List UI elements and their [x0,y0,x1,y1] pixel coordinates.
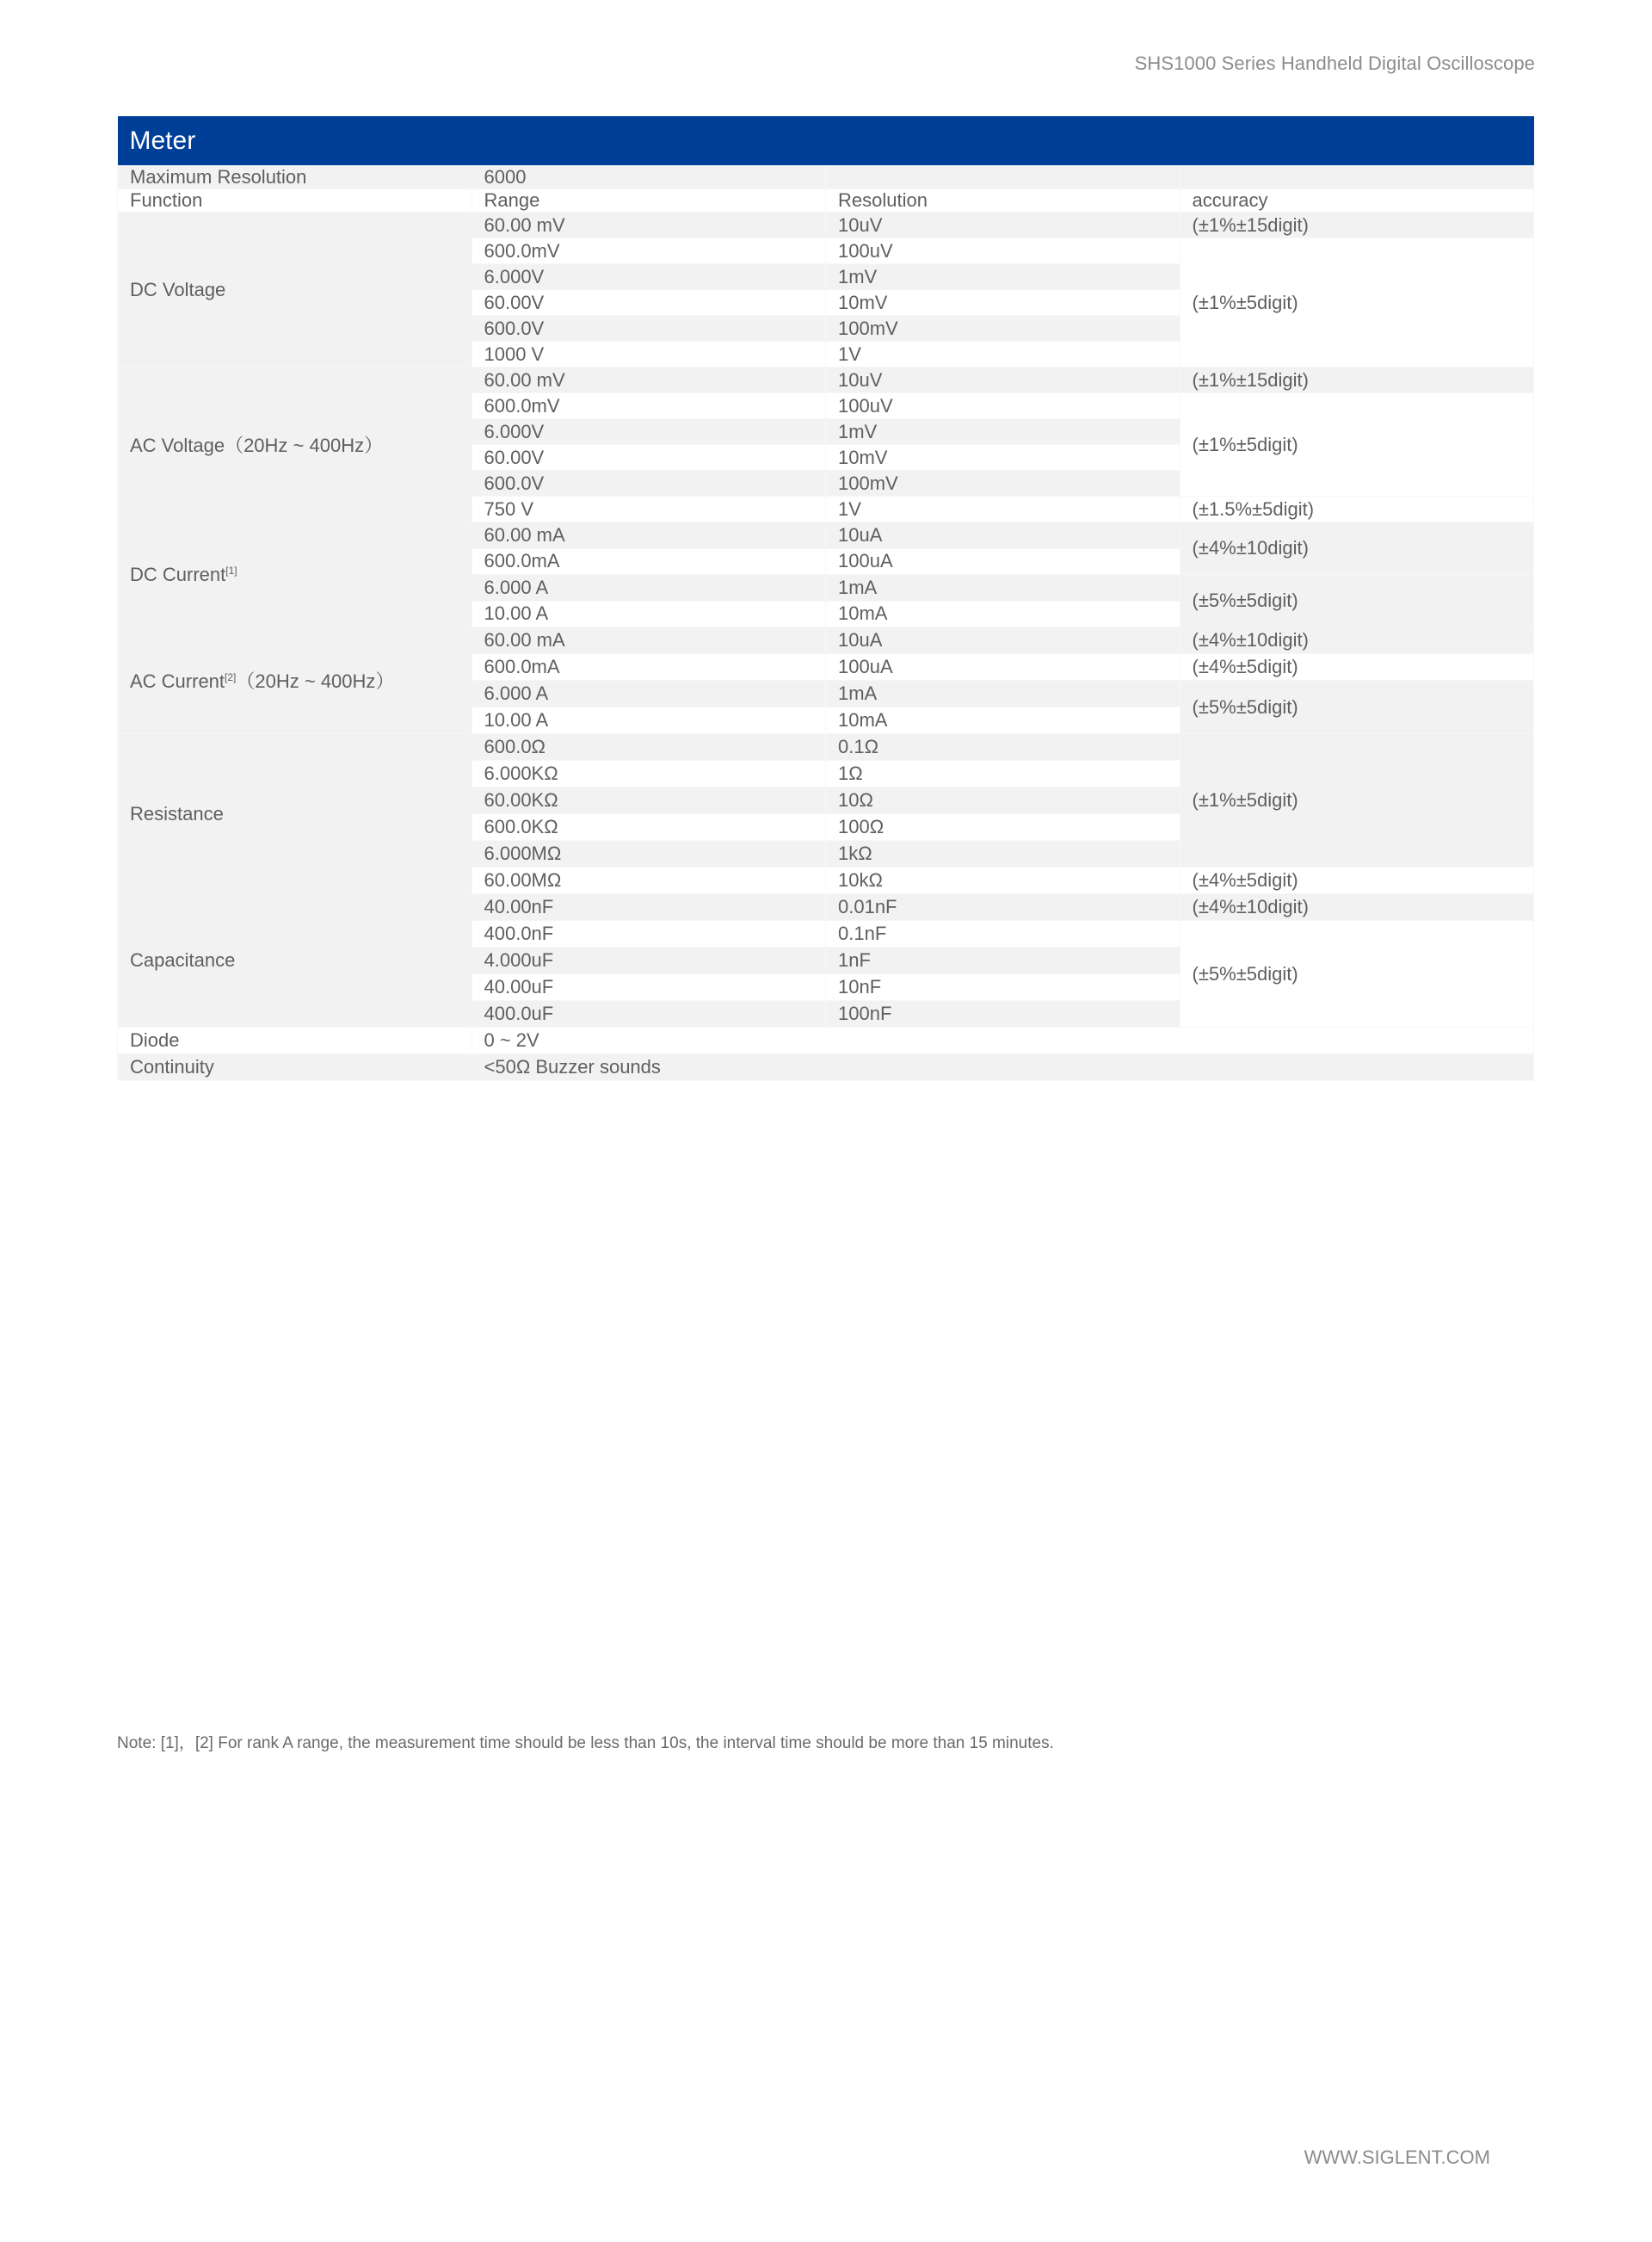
accuracy-cell: (±4%±10digit) [1180,522,1534,575]
range-cell: 60.00V [472,445,826,471]
range-cell: 600.0mV [472,238,826,264]
column-header-accuracy: accuracy [1180,189,1534,213]
resolution-cell: 1mA [826,681,1180,707]
resolution-cell: 10kΩ [826,868,1180,894]
accuracy-cell: (±5%±5digit) [1180,681,1534,734]
resolution-cell: 1nF [826,948,1180,974]
continuity-label: Continuity [118,1054,472,1081]
resolution-cell: 10mA [826,707,1180,734]
empty-cell [1180,166,1534,189]
accuracy-cell: (±1%±15digit) [1180,367,1534,393]
function-label: AC Voltage（20Hz ~ 400Hz） [130,435,384,456]
function-cell [118,894,472,1028]
range-cell: 600.0KΩ [472,814,826,841]
accuracy-cell: (±4%±10digit) [1180,894,1534,921]
empty-cell [826,166,1180,189]
function-label: DC Voltage [130,278,226,300]
resolution-cell: 10mV [826,445,1180,471]
resolution-cell: 0.1nF [826,921,1180,948]
range-cell: 6.000 A [472,681,826,707]
function-label: Resistance [130,802,224,825]
range-cell: 40.00uF [472,974,826,1001]
column-header-function: Function [118,189,472,213]
range-cell: 1000 V [472,342,826,367]
range-cell: 60.00 mV [472,367,826,393]
accuracy-cell: (±1.5%±5digit) [1180,497,1534,522]
section-title: Meter [118,116,1534,166]
accuracy-cell: (±1%±5digit) [1180,393,1534,497]
diode-row [118,1028,1534,1054]
resolution-cell: 100uA [826,548,1180,575]
range-cell: 60.00MΩ [472,868,826,894]
table-row [118,734,1534,761]
resolution-cell: 10nF [826,974,1180,1001]
accuracy-cell: (±4%±10digit) [1180,627,1534,654]
function-frequency: （20Hz ~ 400Hz） [236,670,395,692]
range-cell: 10.00 A [472,601,826,627]
max-resolution-value: 6000 [472,166,826,189]
accuracy-cell: (±1%±15digit) [1180,213,1534,238]
range-cell: 60.00 mA [472,522,826,549]
range-cell: 600.0Ω [472,734,826,761]
resolution-cell: 1Ω [826,761,1180,787]
accuracy-cell: (±1%±5digit) [1180,238,1534,367]
range-cell: 750 V [472,497,826,522]
table-row [118,894,1534,921]
resolution-cell: 100uV [826,238,1180,264]
resolution-cell: 0.1Ω [826,734,1180,761]
footnote: Note: [1]，[2] For rank A range, the measurement time should be less than 10s, the interval time should be more than 15 minutes. [117,1734,1054,1752]
resolution-cell: 10Ω [826,787,1180,814]
column-header-row [118,189,1534,213]
range-cell: 60.00 mA [472,627,826,654]
function-label: AC Current [130,670,225,692]
range-cell: 6.000 A [472,575,826,602]
resolution-cell: 100nF [826,1001,1180,1028]
function-cell [118,213,472,367]
range-cell: 60.00V [472,290,826,316]
max-resolution-row [118,166,1534,189]
accuracy-cell: (±5%±5digit) [1180,921,1534,1028]
resolution-cell: 100uA [826,654,1180,681]
resolution-cell: 100mV [826,471,1180,497]
max-resolution-label: Maximum Resolution [118,166,472,189]
range-cell: 6.000V [472,264,826,290]
footnote-ref: [2] [225,671,237,683]
diode-value: 0 ~ 2V [472,1028,1534,1054]
function-cell [118,367,472,522]
continuity-value: <50Ω Buzzer sounds [472,1054,1534,1081]
range-cell: 4.000uF [472,948,826,974]
range-cell: 40.00nF [472,894,826,921]
document-header-title: SHS1000 Series Handheld Digital Oscilloscope [1134,52,1535,74]
resolution-cell: 10uA [826,627,1180,654]
resolution-cell: 100mV [826,316,1180,342]
accuracy-cell: (±4%±5digit) [1180,868,1534,894]
range-cell: 600.0mA [472,548,826,575]
range-cell: 6.000KΩ [472,761,826,787]
resolution-cell: 1kΩ [826,841,1180,868]
resolution-cell: 1mA [826,575,1180,602]
resolution-cell: 100Ω [826,814,1180,841]
accuracy-cell: (±4%±5digit) [1180,654,1534,681]
function-cell [118,734,472,894]
resolution-cell: 100uV [826,393,1180,419]
accuracy-cell: (±1%±5digit) [1180,734,1534,868]
function-label: DC Current [130,563,226,585]
resolution-cell: 1V [826,497,1180,522]
resolution-cell: 1mV [826,264,1180,290]
column-header-resolution: Resolution [826,189,1180,213]
meter-spec-table [117,116,1534,1081]
continuity-row [118,1054,1534,1081]
table-row [118,367,1534,393]
resolution-cell: 10mV [826,290,1180,316]
resolution-cell: 0.01nF [826,894,1180,921]
resolution-cell: 10uV [826,367,1180,393]
function-label: Capacitance [130,949,236,971]
range-cell: 6.000MΩ [472,841,826,868]
range-cell: 400.0uF [472,1001,826,1028]
range-cell: 600.0V [472,316,826,342]
table-row [118,522,1534,549]
resolution-cell: 10uV [826,213,1180,238]
range-cell: 600.0mV [472,393,826,419]
table-row [118,213,1534,238]
diode-label: Diode [118,1028,472,1054]
range-cell: 600.0V [472,471,826,497]
accuracy-cell: (±5%±5digit) [1180,575,1534,627]
range-cell: 60.00 mV [472,213,826,238]
resolution-cell: 1V [826,342,1180,367]
range-cell: 600.0mA [472,654,826,681]
function-cell [118,627,472,734]
range-cell: 400.0nF [472,921,826,948]
resolution-cell: 10mA [826,601,1180,627]
footer-url: WWW.SIGLENT.COM [1304,2146,1490,2168]
resolution-cell: 1mV [826,419,1180,445]
resolution-cell: 10uA [826,522,1180,549]
range-cell: 60.00KΩ [472,787,826,814]
function-cell [118,522,472,627]
range-cell: 10.00 A [472,707,826,734]
table-row [118,627,1534,654]
range-cell: 6.000V [472,419,826,445]
column-header-range: Range [472,189,826,213]
spec-table-body [118,166,1534,1081]
footnote-ref: [1] [225,564,237,577]
